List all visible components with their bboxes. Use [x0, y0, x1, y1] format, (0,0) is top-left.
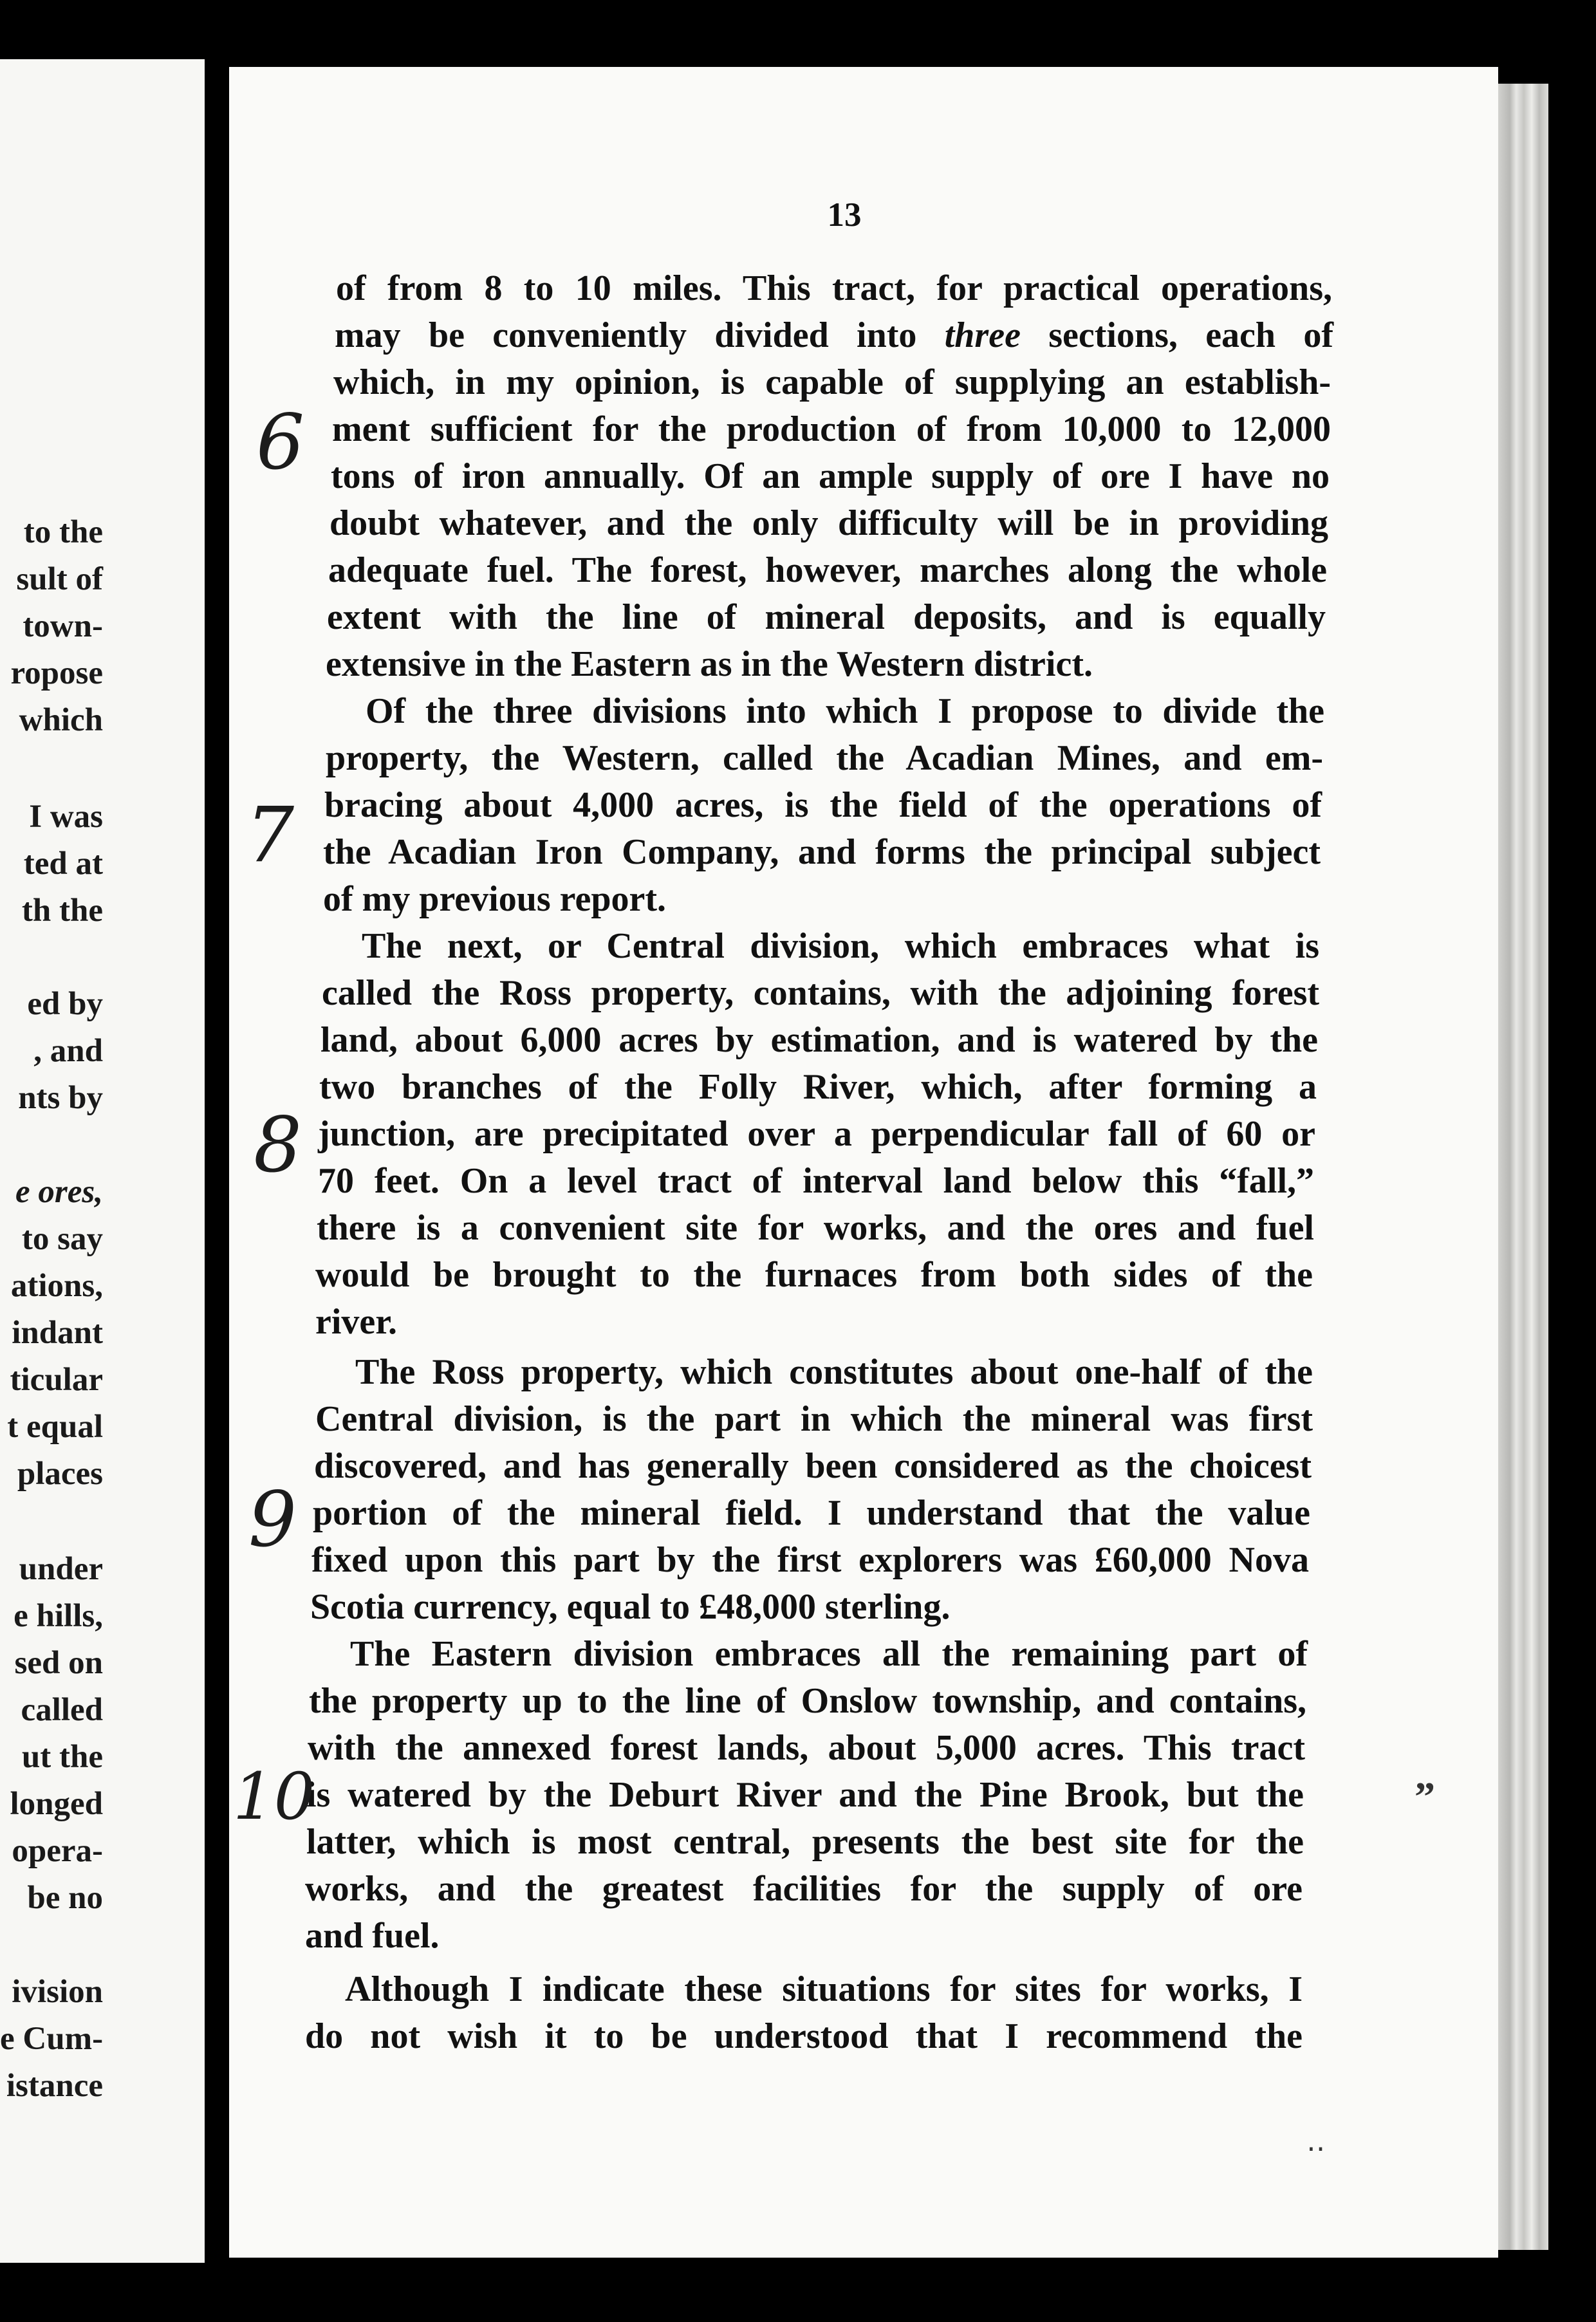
- text-line: discovered, and has generally been considered as the choicest: [314, 1446, 1312, 1486]
- text-line: the property up to the line of Onslow township, and contains,: [309, 1681, 1306, 1721]
- left-page-line: sult of: [16, 561, 103, 597]
- margin-handwritten-number: 10: [233, 1759, 315, 1834]
- text-line: ment sufficient for the production of from 10,000 to 12,000: [332, 409, 1331, 449]
- text-line: is watered by the Deburt River and the Pine Brook, but the: [306, 1775, 1304, 1815]
- text-line: called the Ross property, contains, with the adjoining forest: [322, 973, 1319, 1013]
- left-page-line: , and: [33, 1033, 103, 1069]
- text-line: would be brought to the furnaces from both sides of the: [315, 1255, 1313, 1295]
- text-line: Of the three divisions into which I propose to divide the: [366, 691, 1324, 731]
- text-line: Although I indicate these situations for sites for works, I: [345, 1969, 1303, 2009]
- text-line: with the annexed forest lands, about 5,000 acres. This tract: [308, 1728, 1305, 1768]
- text-line: Central division, is the part in which the mineral was first: [315, 1399, 1313, 1439]
- left-page-line: nts by: [18, 1080, 103, 1116]
- text-line: latter, which is most central, presents the best site for the: [306, 1822, 1304, 1862]
- text-line: the Acadian Iron Company, and forms the principal subject: [323, 832, 1321, 872]
- left-page-line: I was: [29, 799, 103, 835]
- left-page-line: called: [21, 1692, 103, 1728]
- left-page-line: to say: [21, 1221, 103, 1257]
- left-page-line: town-: [23, 608, 103, 644]
- left-page-line: ations,: [10, 1268, 103, 1304]
- text-line: 70 feet. On a level tract of interval land below this “fall,”: [318, 1161, 1314, 1201]
- text-line: The Eastern division embraces all the remaining part of: [350, 1634, 1308, 1674]
- left-page-line: t equal: [7, 1409, 103, 1445]
- text-line: bracing about 4,000 acres, is the field of the operations of: [324, 785, 1322, 825]
- stray-ink-dots: ‥: [1306, 2126, 1326, 2157]
- text-line: tons of iron annually. Of an ample supply of ore I have no: [331, 456, 1330, 496]
- text-line: works, and the greatest facilities for the supply of ore: [305, 1869, 1303, 1909]
- left-page-line: istance: [6, 2068, 103, 2104]
- text-line: Scotia currency, equal to £48,000 sterling.: [310, 1587, 951, 1627]
- left-page-line: ticular: [10, 1362, 103, 1398]
- left-page-line: places: [17, 1456, 103, 1492]
- text-line: river.: [315, 1302, 397, 1342]
- text-line: and fuel.: [305, 1916, 440, 1956]
- text-line: may be conveniently divided into three sections, each of: [335, 315, 1334, 355]
- left-page-line: e hills,: [14, 1598, 103, 1634]
- text-line: The next, or Central division, which embraces what is: [362, 926, 1319, 966]
- left-page-line: ropose: [10, 655, 103, 691]
- text-line: fixed upon this part by the first explorers was £60,000 Nova: [311, 1540, 1309, 1580]
- emphasis-three: three: [944, 315, 1021, 355]
- margin-handwritten-number: 7: [246, 790, 295, 879]
- text-line: doubt whatever, and the only difficulty will be in providing: [329, 503, 1328, 543]
- page-number: 13: [827, 196, 862, 234]
- left-page-line: ut the: [21, 1739, 103, 1775]
- left-page-line: opera-: [12, 1833, 103, 1869]
- left-page-line: to the: [23, 514, 103, 550]
- left-page-line: indant: [12, 1315, 103, 1351]
- margin-handwritten-number: 8: [254, 1101, 302, 1189]
- text-line: of from 8 to 10 miles. This tract, for practical operations,: [336, 268, 1332, 308]
- text-line: do not wish it to be understood that I recommend the: [305, 2016, 1303, 2056]
- left-page-line: longed: [10, 1786, 103, 1822]
- left-page-line: th the: [21, 893, 103, 929]
- stray-ink-mark: ”: [1415, 1774, 1435, 1819]
- left-page-line: be no: [27, 1880, 103, 1916]
- text-line: junction, are precipitated over a perpendicular fall of 60 or: [318, 1114, 1315, 1154]
- text-line: two branches of the Folly River, which, after forming a: [319, 1067, 1317, 1107]
- left-page-line: ed by: [27, 986, 103, 1022]
- margin-handwritten-number: 9: [248, 1475, 297, 1564]
- left-page-line: e ores,: [15, 1174, 103, 1210]
- text-line: there is a convenient site for works, and the ores and fuel: [317, 1208, 1314, 1248]
- page-edge-stack: [1498, 84, 1548, 2250]
- left-page-line: ivision: [12, 1974, 103, 2010]
- text-line: of my previous report.: [323, 879, 666, 919]
- margin-handwritten-number: 6: [256, 398, 305, 487]
- text-line: property, the Western, called the Acadian Mines, and em-: [326, 738, 1323, 778]
- text-line: extent with the line of mineral deposits, and is equally: [327, 597, 1326, 637]
- text-line: portion of the mineral field. I understand that the value: [313, 1493, 1310, 1533]
- text-line: adequate fuel. The forest, however, marches along the whole: [328, 550, 1327, 590]
- text-line: The Ross property, which constitutes about one-half of the: [355, 1352, 1313, 1392]
- text-line: which, in my opinion, is capable of supplying an establish-: [333, 362, 1331, 402]
- left-page-line: under: [19, 1551, 103, 1587]
- left-page-line: ted at: [23, 846, 103, 882]
- left-page-fragment: [0, 59, 205, 2263]
- left-page-line: which: [19, 702, 103, 738]
- left-page-line: e Cum-: [0, 2021, 104, 2057]
- left-page-line: sed on: [14, 1645, 103, 1681]
- text-line: land, about 6,000 acres by estimation, and is watered by the: [320, 1020, 1318, 1060]
- text-line: extensive in the Eastern as in the Western district.: [326, 644, 1093, 684]
